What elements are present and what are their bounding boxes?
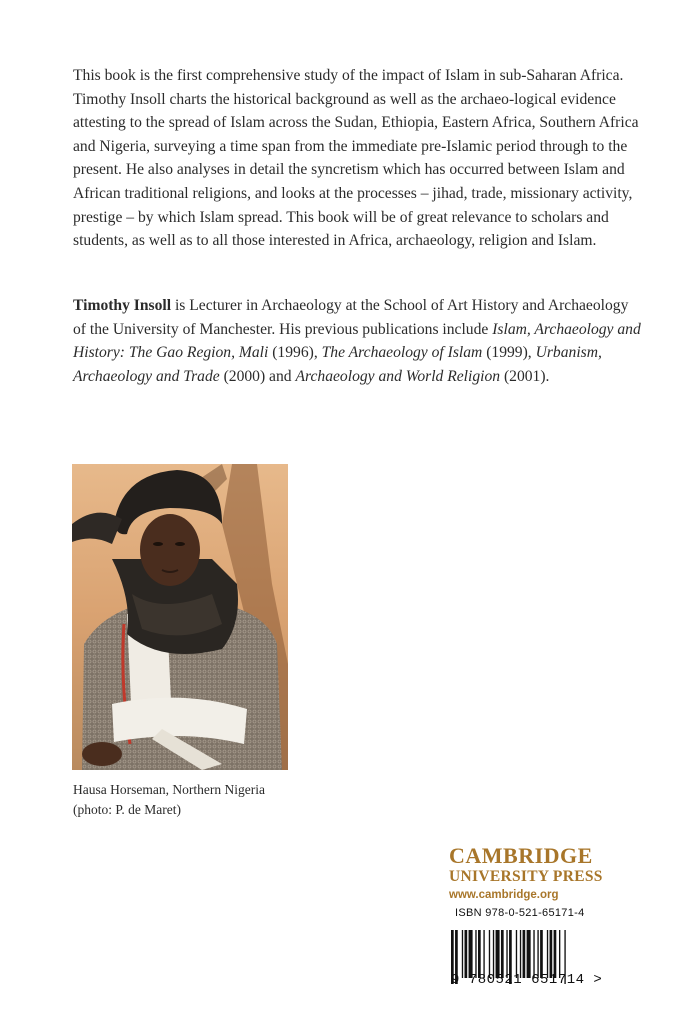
blurb-paragraph: This book is the first comprehensive study of the impact of Islam in sub-Saharan Africa. Timothy Insoll charts the historical background as well as the archaeo-logical evidence attesting to the spread of Islam across the Sudan, Ethiopia, Eastern Africa, Southern Africa and Nigeria, surveying a time span from the immediate pre-Islamic period through to the present. He also analyses in detail the syncretism which has occurred between Islam and African traditional religions, and looks at the processes – jihad, trade, missionary activity, prestige – by which Islam spread. This book will be of great relevance to scholars and students, as well as to all those interested in Africa, archaeology, religion and Islam. xyxy=(73,67,639,250)
horseman-illustration xyxy=(72,464,288,770)
isbn-label: ISBN 978-0-521-65171-4 xyxy=(455,907,585,919)
publication-year: (2001). xyxy=(500,367,550,385)
barcode-bar xyxy=(501,930,504,978)
publication-title: Islam, Archaeology and History: The Gao Region, Mali xyxy=(73,320,641,362)
barcode-bar xyxy=(537,930,538,978)
publication-year: (2000) and xyxy=(219,367,296,385)
barcode-bar xyxy=(533,930,534,978)
barcode-bar xyxy=(554,930,557,978)
barcode-bar xyxy=(462,930,463,978)
barcode-bar xyxy=(540,930,543,978)
barcode-bar xyxy=(475,930,476,978)
barcode-bar xyxy=(478,930,481,978)
author-name: Timothy Insoll xyxy=(73,297,172,314)
publication-year: (1999), xyxy=(482,344,536,362)
cover-photo-hausa-horseman xyxy=(72,464,288,770)
barcode-bar xyxy=(550,930,553,978)
publication-title: The Archaeology of Islam xyxy=(321,344,483,362)
barcode-bar xyxy=(483,930,484,978)
barcode-bar xyxy=(465,930,468,978)
barcode-bar xyxy=(506,930,507,978)
barcode-bar xyxy=(496,930,500,978)
publication-year: (1996), xyxy=(268,344,322,362)
publication-title: Archaeology and World Religion xyxy=(295,367,501,385)
bio-intro: is Lecturer in Archaeology at the School of Art History and Archaeology of the University of Manchester. His previous publications include xyxy=(73,297,629,338)
publisher-name: CAMBRIDGE xyxy=(449,843,593,868)
barcode-bar xyxy=(469,930,473,978)
barcode-digits: 9 780521 651714 > xyxy=(451,972,603,988)
publisher-press: UNIVERSITY PRESS xyxy=(449,868,603,885)
photo-caption xyxy=(73,780,333,820)
barcode-bar xyxy=(493,930,494,978)
barcode-bar xyxy=(489,930,490,978)
author-bio-paragraph xyxy=(73,294,643,388)
barcode-bar xyxy=(527,930,531,978)
caption-title: Hausa Horseman, Northern Nigeria xyxy=(73,782,265,797)
caption-credit: (photo: P. de Maret) xyxy=(73,802,181,817)
publisher-url: www.cambridge.org xyxy=(449,889,559,901)
publication-title: Urbanism, Archaeology and Trade xyxy=(73,344,602,385)
barcode-bar xyxy=(516,930,517,978)
barcode-bar xyxy=(520,930,521,978)
publisher-logo xyxy=(449,844,619,903)
barcode-bar xyxy=(523,930,526,978)
barcode-bar xyxy=(559,930,560,978)
barcode-bar xyxy=(547,930,548,978)
